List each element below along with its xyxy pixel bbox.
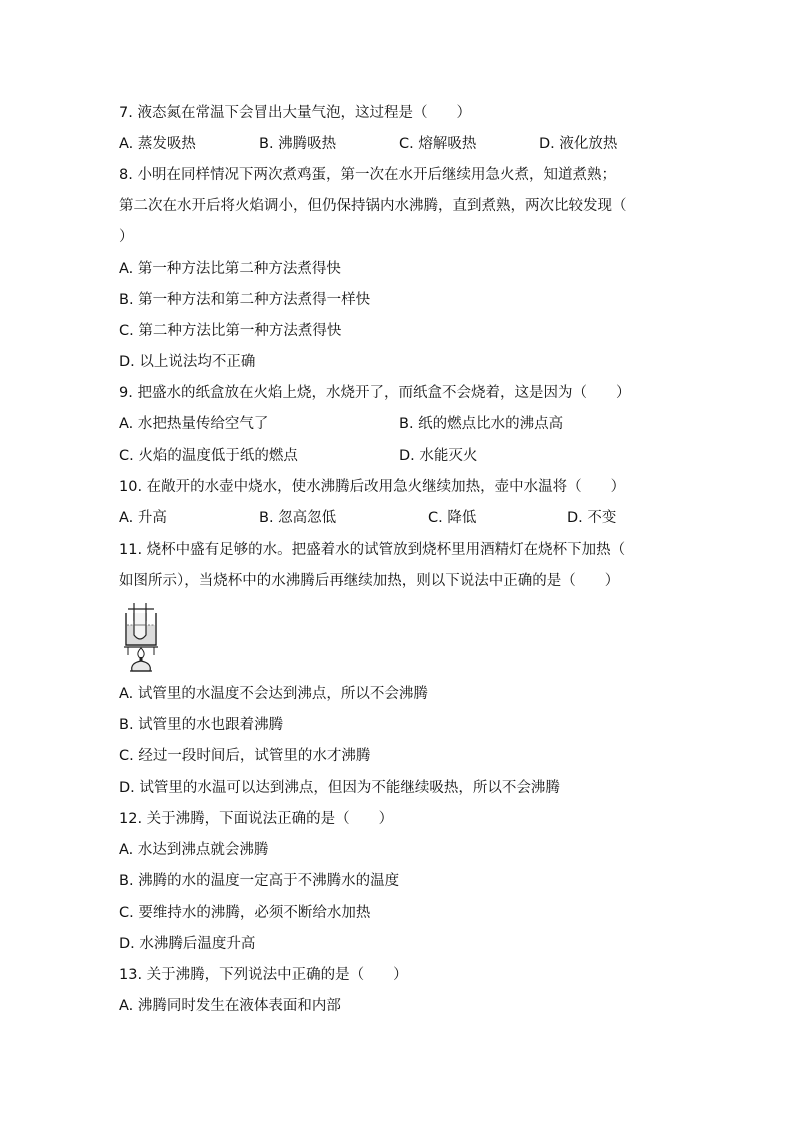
question-8-option-b: B. 第一种方法和第二种方法煮得一样快 xyxy=(119,292,371,308)
question-7-option-d: D. 液化放热 xyxy=(539,136,618,152)
question-10-option-a: A. 升高 xyxy=(119,510,167,526)
question-11-option-b: B. 试管里的水也跟着沸腾 xyxy=(119,717,284,733)
question-10-stem: 10. 在敞开的水壶中烧水，使水沸腾后改用急火继续加热，壶中水温将（ ） xyxy=(119,479,626,495)
question-13-stem: 13. 关于沸腾，下列说法中正确的是（ ） xyxy=(119,967,408,983)
question-12-option-c: C. 要维持水的沸腾，必须不断给水加热 xyxy=(119,905,371,921)
question-7-option-c: C. 熔解吸热 xyxy=(399,136,477,152)
question-12-option-b: B. 沸腾的水的温度一定高于不沸腾水的温度 xyxy=(119,873,400,889)
question-11-option-a: A. 试管里的水温度不会达到沸点，所以不会沸腾 xyxy=(119,686,428,702)
question-10-option-c: C. 降低 xyxy=(428,510,477,526)
question-7-option-a: A. 蒸发吸热 xyxy=(119,136,196,152)
question-9-stem: 9. 把盛水的纸盒放在火焰上烧，水烧开了，而纸盒不会烧着，这是因为（ ） xyxy=(119,385,631,401)
question-12-stem: 12. 关于沸腾，下面说法正确的是（ ） xyxy=(119,811,394,827)
question-9-option-d: D. 水能灭火 xyxy=(399,448,478,464)
question-7-stem: 7. 液态氮在常温下会冒出大量气泡，这过程是（ ） xyxy=(119,105,471,121)
question-8-stem-line-2: 第二次在水开后将火焰调小，但仍保持锅内水沸腾，直到煮熟，两次比较发现（ xyxy=(119,198,627,214)
question-10-option-d: D. 不变 xyxy=(567,510,617,526)
question-8-option-a: A. 第一种方法比第二种方法煮得快 xyxy=(119,261,341,277)
question-10-option-b: B. 忽高忽低 xyxy=(259,510,337,526)
question-8-option-c: C. 第二种方法比第一种方法煮得快 xyxy=(119,323,342,339)
beaker-test-tube-alcohol-lamp-icon xyxy=(120,603,162,673)
question-9-option-a: A. 水把热量传给空气了 xyxy=(119,416,269,432)
question-9-option-c: C. 火焰的温度低于纸的燃点 xyxy=(119,448,298,464)
question-9-option-b: B. 纸的燃点比水的沸点高 xyxy=(399,416,564,432)
question-12-option-a: A. 水达到沸点就会沸腾 xyxy=(119,842,269,858)
question-11-stem-line-1: 11. 烧杯中盛有足够的水。把盛着水的试管放到烧杯里用酒精灯在烧杯下加热（ xyxy=(119,542,626,558)
question-7-option-b: B. 沸腾吸热 xyxy=(259,136,337,152)
question-8-option-d: D. 以上说法均不正确 xyxy=(119,354,256,370)
question-11-stem-line-2: 如图所示），当烧杯中的水沸腾后再继续加热，则以下说法中正确的是（ ） xyxy=(119,573,620,589)
question-11-option-d: D. 试管里的水温可以达到沸点，但因为不能继续吸热，所以不会沸腾 xyxy=(119,780,560,796)
question-12-option-d: D. 水沸腾后温度升高 xyxy=(119,936,256,952)
question-8-stem-line-3: ） xyxy=(119,229,134,245)
question-13-option-a: A. 沸腾同时发生在液体表面和内部 xyxy=(119,998,341,1014)
question-8-stem-line-1: 8. 小明在同样情况下两次煮鸡蛋，第一次在水开后继续用急火煮，知道煮熟； xyxy=(119,167,616,183)
question-11-option-c: C. 经过一段时间后，试管里的水才沸腾 xyxy=(119,748,371,764)
